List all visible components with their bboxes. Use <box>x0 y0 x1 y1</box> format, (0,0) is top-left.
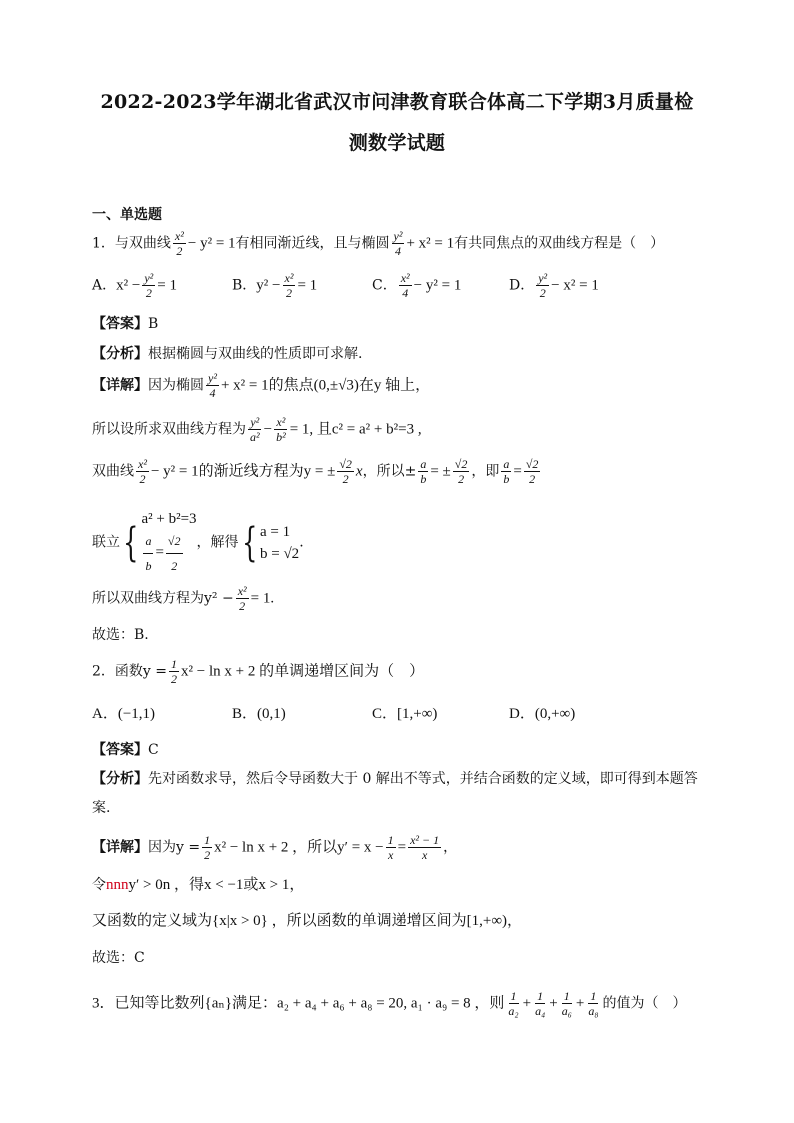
q1-detail-3: 双曲线 $\frac{\text{x²}}{2}$ − y² = 1的渐近线方程为y = ± $\frac{√2}{2}$ x，所以± $\frac{a}{b}$ = ± $\frac{√2}{2}$ ，即 $\frac{a}{b}$ = $\frac{√2}{2}$ <box>92 457 539 486</box>
q2-option-a[interactable]: A．(−1,1) <box>92 706 156 722</box>
q1-conclusion: 故选：B. <box>92 627 149 643</box>
q1-detail-4: 联立{ a² + b²=3 $\frac{a}{b}$ = $\frac{√2}{2}$ ，解得{ a = 1 b = √2 . <box>92 511 304 573</box>
q2-option-b[interactable]: B．(0,1) <box>232 706 286 722</box>
q1-answer: 【答案】B <box>92 316 159 332</box>
title-line-1: 2022-2023学年湖北省武汉市问津教育联合体高二下学期3月质量检 <box>100 91 694 113</box>
section-heading: 一、单选题 <box>92 207 162 223</box>
q2-option-d[interactable]: D．(0,+∞) <box>509 706 576 722</box>
q1-detail-5: 所以双曲线方程为y² − $\frac{\text{x²}}{2}$ = 1. <box>92 584 275 613</box>
q2-conclusion: 故选：C <box>92 950 145 966</box>
q2-analysis-2: 案. <box>92 800 111 816</box>
q2-detail-1: 【详解】因为y = $\frac{1}{2}$ x² − ln x + 2 ，所以y′ = x − $\frac{1}{x}$ = $\frac{\text{x² − 1}}{x}$ ， <box>92 833 458 862</box>
q2-stem: 2．函数y = $\frac{1}{2}$ x² − ln x + 2 的单调递增区间为（ ） <box>92 657 425 686</box>
q2-detail-3: 又函数的定义域为{x|x > 0} ，所以函数的单调递增区间为[1,+∞)， <box>92 913 523 929</box>
q1-detail-1: 【详解】因为椭圆 $\frac{\text{y²}}{4}$ + x² = 1的焦点(0,±√3)在y 轴上， <box>92 371 431 400</box>
q2-option-c[interactable]: C．[1,+∞) <box>372 706 438 722</box>
q1-detail-2: 所以设所求双曲线方程为 $\frac{\text{y²}}{\text{a²}}$ − $\frac{\text{x²}}{\text{b²}}$ = 1, 且c² = a² + b²=3 , <box>92 415 422 444</box>
q2-detail-2: 令nnny′ > 0n ，得x < −1或x > 1， <box>92 877 305 893</box>
q1-analysis: 【分析】根据椭圆与双曲线的性质即可求解. <box>92 346 363 362</box>
q2-analysis-1: 【分析】先对函数求导，然后令导函数大于 0 解出不等式，并结合函数的定义域，即可得到本题答 <box>92 771 698 787</box>
q1-option-b[interactable]: B．y² − $\frac{\text{x²}}{2}$ = 1 <box>232 271 318 300</box>
q1-option-d[interactable]: D． $\frac{\text{y²}}{2}$ − x² = 1 <box>509 271 599 300</box>
title-line-2: 测数学试题 <box>348 132 446 154</box>
q1-option-a[interactable]: A．x² − $\frac{\text{y²}}{2}$ = 1 <box>92 271 177 300</box>
q1-stem: 1．与双曲线 $\frac{\text{x²}}{2}$ − y² = 1有相同渐近线，且与椭圆 $\frac{\text{y²}}{4}$ + x² = 1有共同焦点的双曲线方程是（ ） <box>92 229 665 258</box>
q2-answer: 【答案】C <box>92 742 159 758</box>
q1-option-c[interactable]: C． $\frac{\text{x²}}{4}$ − y² = 1 <box>372 271 462 300</box>
q3-stem: 3．已知等比数列{aₙ}满足：a₂ + a₄ + a₆ + a₈ = 20, a₁ · a₉ = 8 ，则 $\frac{1}{\text{a₂}}$ + $\frac{1}{\text{a₄}}$ + $\frac{1}{\text{a₆}}$ + $\frac{1}{\text{a₈}}$ 的值为（ ） <box>92 989 687 1018</box>
